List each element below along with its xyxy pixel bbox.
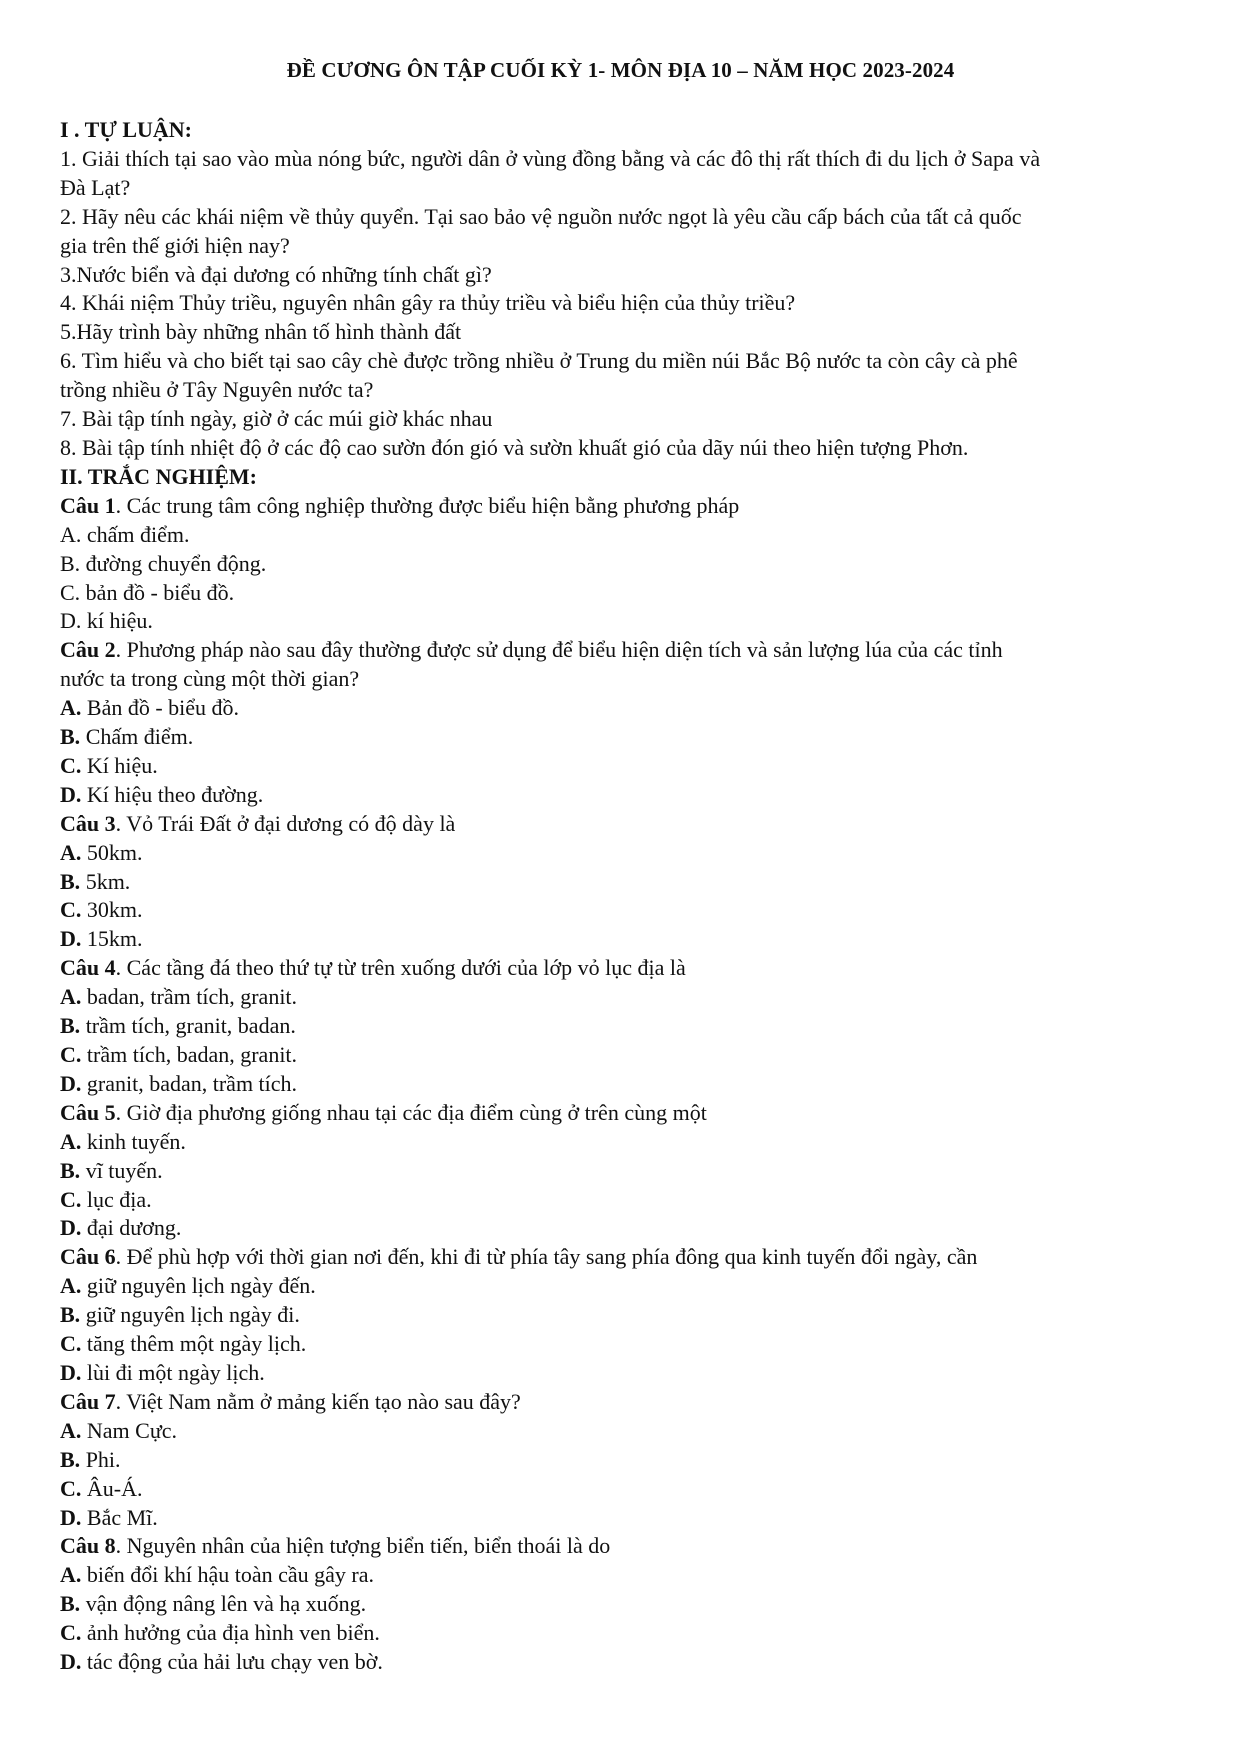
question-number: Câu 4 <box>60 955 116 981</box>
answer-option <box>60 1272 1188 1301</box>
answer-option <box>60 752 1188 781</box>
option-letter: C. <box>60 1620 82 1646</box>
option-letter: A. <box>60 984 82 1010</box>
option-letter: D. <box>60 1649 82 1675</box>
section-heading-essay: I . TỰ LUẬN: <box>60 117 193 142</box>
answer-option <box>60 1504 1188 1533</box>
answer-option <box>60 1619 1188 1648</box>
answer-option <box>60 1128 1188 1157</box>
option-text: C. bản đồ - biểu đồ. <box>60 579 235 605</box>
answer-option <box>60 1648 1188 1677</box>
option-text: A. chấm điểm. <box>60 521 190 547</box>
essay-line: 8. Bài tập tính nhiệt độ ở các độ cao sườn đón gió và sườn khuất gió của dãy núi theo hiện tượng Phơn. <box>60 434 969 460</box>
answer-option <box>60 1561 1188 1590</box>
option-letter: B. <box>60 1157 81 1183</box>
option-letter: A. <box>60 1562 82 1588</box>
option-text: vận động nâng lên và hạ xuống. <box>80 1591 367 1617</box>
option-text: B. đường chuyển động. <box>60 550 267 576</box>
question-stem <box>60 810 1188 839</box>
option-text: Nam Cực. <box>81 1417 178 1443</box>
answer-option <box>60 1330 1188 1359</box>
question-number: Câu 7 <box>60 1388 116 1414</box>
option-letter: D. <box>60 1070 82 1096</box>
essay-line: trồng nhiều ở Tây Nguyên nước ta? <box>60 377 374 403</box>
answer-option <box>60 1301 1188 1330</box>
question-block <box>60 1532 1188 1677</box>
option-text: Bắc Mĩ. <box>81 1504 158 1530</box>
option-letter: C. <box>60 1186 82 1212</box>
answer-option <box>60 1446 1188 1475</box>
document-title: ĐỀ CƯƠNG ÔN TẬP CUỐI KỲ 1- MÔN ĐỊA 10 – NĂM HỌC 2023-2024 <box>286 58 955 82</box>
answer-option <box>60 896 1188 925</box>
answer-option <box>60 607 1188 636</box>
option-letter: B. <box>60 1013 81 1039</box>
question-number: Câu 2 <box>60 637 116 663</box>
option-text: 5km. <box>80 868 131 894</box>
option-text: trầm tích, granit, badan. <box>80 1013 296 1039</box>
question-block <box>60 492 1188 637</box>
option-text: kinh tuyến. <box>81 1128 186 1154</box>
option-text: ảnh hưởng của địa hình ven biển. <box>81 1620 380 1646</box>
option-text: giữ nguyên lịch ngày đi. <box>80 1302 300 1328</box>
option-text: granit, badan, trầm tích. <box>81 1070 298 1096</box>
document-content <box>60 116 1188 1677</box>
question-text: . Để phù hợp với thời gian nơi đến, khi đi từ phía tây sang phía đông qua kinh tuyến đổi ngày, cần <box>115 1244 978 1270</box>
essay-line: 2. Hãy nêu các khái niệm về thủy quyển. Tại sao bảo vệ nguồn nước ngọt là yêu cầu cấp bách của tất cả quốc <box>60 203 1022 229</box>
section-heading-multiple-choice: II. TRẮC NGHIỆM: <box>60 463 258 489</box>
question-number: Câu 6 <box>60 1244 116 1270</box>
option-text: tăng thêm một ngày lịch. <box>81 1331 307 1357</box>
answer-option <box>60 1041 1188 1070</box>
answer-option <box>60 781 1188 810</box>
answer-option <box>60 694 1188 723</box>
option-text: badan, trầm tích, granit. <box>81 984 298 1010</box>
option-text: Kí hiệu. <box>81 752 158 778</box>
question-stem <box>60 1099 1188 1128</box>
question-block <box>60 1388 1188 1533</box>
question-stem <box>60 1243 1188 1272</box>
question-number: Câu 1 <box>60 492 116 518</box>
question-text: . Các trung tâm công nghiệp thường được biểu hiện bằng phương pháp <box>115 492 740 518</box>
essay-line: Đà Lạt? <box>60 174 131 200</box>
option-letter: B. <box>60 1591 81 1617</box>
question-number: Câu 5 <box>60 1099 116 1125</box>
question-text: . Vỏ Trái Đất ở đại dương có độ dày là <box>115 810 456 836</box>
option-text: Phi. <box>80 1446 121 1472</box>
answer-option <box>60 868 1188 897</box>
answer-option <box>60 1157 1188 1186</box>
answer-option <box>60 1359 1188 1388</box>
option-letter: C. <box>60 1331 82 1357</box>
answer-option <box>60 1070 1188 1099</box>
essay-line: 3.Nước biển và đại dương có những tính chất gì? <box>60 261 492 287</box>
answer-option <box>60 579 1188 608</box>
answer-option <box>60 550 1188 579</box>
essay-line: 4. Khái niệm Thủy triều, nguyên nhân gây ra thủy triều và biểu hiện của thủy triều? <box>60 290 796 316</box>
option-letter: C. <box>60 752 82 778</box>
option-text: 30km. <box>81 897 143 923</box>
question-number: Câu 8 <box>60 1533 116 1559</box>
essay-line: gia trên thế giới hiện nay? <box>60 232 290 258</box>
option-text: Chấm điểm. <box>80 724 194 750</box>
option-letter: A. <box>60 1273 82 1299</box>
answer-option <box>60 1186 1188 1215</box>
question-text: . Việt Nam nằm ở mảng kiến tạo nào sau đây? <box>115 1388 521 1414</box>
option-text: D. kí hiệu. <box>60 608 153 634</box>
question-stem <box>60 1388 1188 1417</box>
question-block <box>60 954 1188 1099</box>
essay-line: 5.Hãy trình bày những nhân tố hình thành đất <box>60 319 462 345</box>
option-letter: B. <box>60 1302 81 1328</box>
answer-option <box>60 1214 1188 1243</box>
option-letter: D. <box>60 1504 82 1530</box>
essay-question-list <box>60 145 1188 463</box>
option-text: Âu-Á. <box>81 1475 143 1501</box>
option-text: giữ nguyên lịch ngày đến. <box>81 1273 316 1299</box>
question-stem <box>60 954 1188 983</box>
option-text: Kí hiệu theo đường. <box>81 781 264 807</box>
answer-option <box>60 983 1188 1012</box>
question-stem <box>60 1532 1188 1561</box>
option-letter: C. <box>60 1475 82 1501</box>
question-block <box>60 636 1188 809</box>
answer-option <box>60 839 1188 868</box>
option-letter: A. <box>60 1128 82 1154</box>
option-text: lùi đi một ngày lịch. <box>81 1359 265 1385</box>
option-text: lục địa. <box>81 1186 152 1212</box>
answer-option <box>60 1475 1188 1504</box>
question-text: . Nguyên nhân của hiện tượng biển tiến, biển thoái là do <box>115 1533 611 1559</box>
option-text: trầm tích, badan, granit. <box>81 1042 298 1067</box>
option-letter: D. <box>60 1215 82 1241</box>
option-letter: A. <box>60 839 82 865</box>
answer-option <box>60 1590 1188 1619</box>
option-text: biến đổi khí hậu toàn cầu gây ra. <box>81 1562 375 1588</box>
option-text: 50km. <box>81 839 143 865</box>
question-block <box>60 810 1188 955</box>
option-text: Bản đồ - biểu đồ. <box>81 695 240 721</box>
answer-option <box>60 521 1188 550</box>
multiple-choice-list <box>60 492 1188 1677</box>
option-letter: B. <box>60 724 81 750</box>
option-letter: B. <box>60 868 81 894</box>
option-letter: A. <box>60 1417 82 1443</box>
question-text: . Phương pháp nào sau đây thường được sử dụng để biểu hiện diện tích và sản lượng lúa của các tỉnh <box>115 637 1003 663</box>
question-stem <box>60 492 1188 521</box>
essay-line: 6. Tìm hiểu và cho biết tại sao cây chè được trồng nhiều ở Trung du miền núi Bắc Bộ nước ta còn cây cà phê <box>60 348 1018 374</box>
answer-option <box>60 1417 1188 1446</box>
question-stem <box>60 636 1188 665</box>
option-letter: C. <box>60 1042 82 1067</box>
question-text-continuation: nước ta trong cùng một thời gian? <box>60 666 360 692</box>
option-letter: D. <box>60 781 82 807</box>
answer-option <box>60 1012 1188 1041</box>
essay-line: 7. Bài tập tính ngày, giờ ở các múi giờ khác nhau <box>60 406 493 432</box>
option-text: tác động của hải lưu chạy ven bờ. <box>81 1649 383 1675</box>
option-text: vĩ tuyến. <box>80 1157 163 1183</box>
question-text: . Giờ địa phương giống nhau tại các địa điểm cùng ở trên cùng một <box>115 1099 707 1125</box>
option-letter: A. <box>60 695 82 721</box>
answer-option <box>60 723 1188 752</box>
answer-option <box>60 925 1188 954</box>
question-block <box>60 1099 1188 1244</box>
essay-line: 1. Giải thích tại sao vào mùa nóng bức, người dân ở vùng đồng bằng và các đô thị rất thích đi du lịch ở Sapa và <box>60 145 1041 171</box>
question-text: . Các tầng đá theo thứ tự từ trên xuống dưới của lớp vỏ lục địa là <box>115 955 686 981</box>
option-letter: B. <box>60 1446 81 1472</box>
option-letter: C. <box>60 897 82 923</box>
option-text: 15km. <box>81 926 143 952</box>
question-number: Câu 3 <box>60 810 116 836</box>
question-block <box>60 1243 1188 1388</box>
option-letter: D. <box>60 1359 82 1385</box>
option-letter: D. <box>60 926 82 952</box>
option-text: đại dương. <box>81 1215 182 1241</box>
